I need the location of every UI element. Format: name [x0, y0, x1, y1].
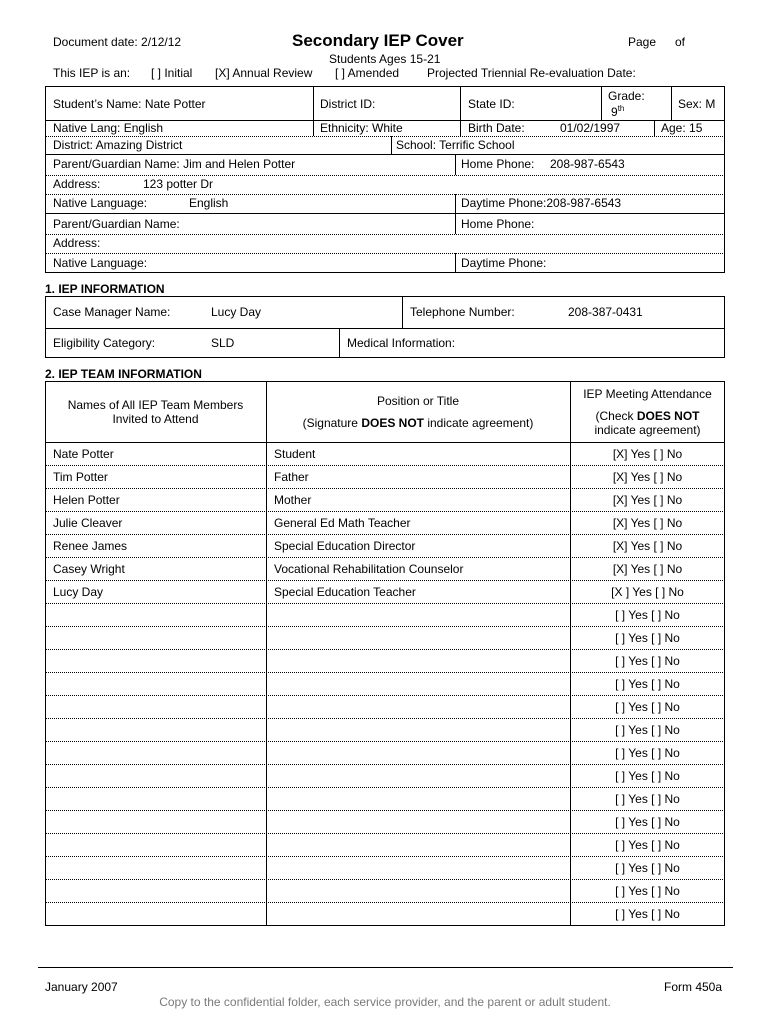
team-member-attendance-checkbox[interactable]: [X] Yes [ ] No: [612, 493, 683, 507]
team-row-divider: [45, 833, 725, 834]
district-field[interactable]: District: Amazing District: [53, 138, 183, 152]
guardian1-native-language-field[interactable]: English: [189, 196, 229, 210]
team-member-attendance-checkbox[interactable]: [ ] Yes [ ] No: [615, 861, 680, 875]
birth-date-label: Birth Date:: [468, 121, 525, 135]
birth-date-field[interactable]: 01/02/1997: [560, 121, 621, 135]
attendance-note-pre: (Check: [595, 409, 637, 423]
iep-type-initial-checkbox[interactable]: [ ] Initial: [151, 66, 193, 80]
eligibility-field[interactable]: SLD: [211, 336, 235, 350]
grade-field[interactable]: [611, 104, 624, 119]
team-row-divider: [45, 764, 725, 765]
team-row-divider: [45, 902, 725, 903]
team-row-divider: [45, 557, 725, 558]
team-col-attendance-header: [570, 387, 725, 437]
team-member-name-field[interactable]: Helen Potter: [53, 493, 120, 507]
team-member-attendance-checkbox[interactable]: [X ] Yes [ ] No: [611, 585, 684, 599]
team-member-attendance-checkbox[interactable]: [X] Yes [ ] No: [612, 539, 683, 553]
team-row-divider: [45, 787, 725, 788]
guardian1-daytime-phone-field[interactable]: Daytime Phone:208-987-6543: [461, 196, 622, 210]
team-row-divider: [45, 879, 725, 880]
iep-type-annual-checkbox[interactable]: [X] Annual Review: [215, 66, 313, 80]
team-col-names-header: [45, 398, 266, 426]
team-row-divider: [45, 649, 725, 650]
position-note-post: indicate agreement): [423, 416, 534, 430]
team-row-divider: [45, 488, 725, 489]
team-row-divider: [45, 856, 725, 857]
guardian1-address-label: Address:: [53, 177, 101, 191]
team-member-attendance-checkbox[interactable]: [X] Yes [ ] No: [612, 447, 683, 461]
iep-type-label: This IEP is an:: [53, 66, 131, 80]
team-col-position-line2: [266, 416, 570, 430]
footer-date: January 2007: [45, 980, 118, 994]
team-member-position-field[interactable]: Student: [274, 447, 316, 461]
guardian1-address-field[interactable]: 123 potter Dr: [143, 177, 214, 191]
guardian2-daytime-phone-field[interactable]: Daytime Phone:: [461, 256, 547, 270]
team-col-position-line1: Position or Title: [376, 394, 460, 408]
team-row-divider: [45, 741, 725, 742]
team-member-name-field[interactable]: Lucy Day: [53, 585, 104, 599]
grade-label: Grade:: [608, 89, 645, 103]
page-label: Page: [628, 35, 657, 49]
document-date: Document date: 2/12/12: [53, 35, 182, 49]
team-member-position-field[interactable]: Special Education Director: [274, 539, 416, 553]
form-subtitle: Students Ages 15-21: [329, 52, 441, 66]
team-row-divider: [45, 695, 725, 696]
team-member-attendance-checkbox[interactable]: [ ] Yes [ ] No: [615, 792, 680, 806]
native-lang-field[interactable]: Native Lang: English: [53, 121, 164, 135]
case-manager-field[interactable]: Lucy Day: [211, 305, 262, 319]
team-col-names-line1: Names of All IEP Team Members: [67, 398, 244, 412]
team-member-position-field[interactable]: Vocational Rehabilitation Counselor: [274, 562, 464, 576]
team-member-attendance-checkbox[interactable]: [ ] Yes [ ] No: [615, 746, 680, 760]
team-row-divider: [45, 672, 725, 673]
guardian2-name-field[interactable]: Parent/Guardian Name:: [53, 217, 180, 231]
team-member-attendance-checkbox[interactable]: [ ] Yes [ ] No: [615, 838, 680, 852]
form-title: Secondary IEP Cover: [292, 31, 464, 50]
section1-heading: 1. IEP INFORMATION: [45, 282, 165, 296]
team-col-attendance-line1: IEP Meeting Attendance: [583, 387, 712, 401]
medical-info-field[interactable]: Medical Information:: [347, 336, 456, 350]
guardian2-native-language-field[interactable]: Native Language:: [53, 256, 148, 270]
team-member-attendance-checkbox[interactable]: [ ] Yes [ ] No: [615, 723, 680, 737]
guardian2-address-field[interactable]: Address:: [53, 236, 101, 250]
guardian1-home-phone-label: Home Phone:: [461, 157, 535, 171]
team-row-divider: [45, 511, 725, 512]
team-member-attendance-checkbox[interactable]: [ ] Yes [ ] No: [615, 608, 680, 622]
case-manager-label: Case Manager Name:: [53, 305, 171, 319]
team-row-divider: [45, 718, 725, 719]
team-col-attendance-line3: indicate agreement): [594, 423, 701, 437]
guardian2-home-phone-field[interactable]: Home Phone:: [461, 217, 535, 231]
team-member-position-field[interactable]: General Ed Math Teacher: [274, 516, 411, 530]
team-member-position-field[interactable]: Special Education Teacher: [274, 585, 416, 599]
grade-value: 9: [611, 105, 618, 119]
team-row-divider: [45, 465, 725, 466]
district-id-field[interactable]: District ID:: [320, 97, 376, 111]
team-member-attendance-checkbox[interactable]: [X] Yes [ ] No: [612, 470, 683, 484]
student-name-field[interactable]: Student’s Name: Nate Potter: [53, 97, 206, 111]
attendance-note-bold: DOES NOT: [636, 409, 700, 423]
form-number: Form 450a: [664, 980, 723, 994]
team-member-attendance-checkbox[interactable]: [ ] Yes [ ] No: [615, 631, 680, 645]
team-col-attendance-line2: [570, 409, 725, 423]
team-member-attendance-checkbox[interactable]: [X] Yes [ ] No: [612, 562, 683, 576]
guardian1-name-field[interactable]: Parent/Guardian Name: Jim and Helen Potter: [53, 157, 296, 171]
team-row-divider: [45, 580, 725, 581]
team-member-name-field[interactable]: Casey Wright: [53, 562, 125, 576]
team-col-position-header: [266, 394, 570, 430]
team-member-attendance-checkbox[interactable]: [ ] Yes [ ] No: [615, 677, 680, 691]
team-row-divider: [45, 534, 725, 535]
school-field[interactable]: School: Terrific School: [396, 138, 515, 152]
telephone-field[interactable]: 208-387-0431: [568, 305, 643, 319]
team-member-attendance-checkbox[interactable]: [ ] Yes [ ] No: [615, 654, 680, 668]
eligibility-label: Eligibility Category:: [53, 336, 156, 350]
team-member-attendance-checkbox[interactable]: [X] Yes [ ] No: [612, 516, 683, 530]
team-member-attendance-checkbox[interactable]: [ ] Yes [ ] No: [615, 907, 680, 921]
team-member-name-field[interactable]: Tim Potter: [53, 470, 108, 484]
grade-suffix: th: [617, 104, 625, 113]
page-of-label: of: [675, 35, 686, 49]
team-row-divider: [45, 626, 725, 627]
team-member-attendance-checkbox[interactable]: [ ] Yes [ ] No: [615, 769, 680, 783]
team-member-attendance-checkbox[interactable]: [ ] Yes [ ] No: [615, 884, 680, 898]
team-member-name-field[interactable]: Renee James: [53, 539, 128, 553]
team-member-attendance-checkbox[interactable]: [ ] Yes [ ] No: [615, 815, 680, 829]
team-row-divider: [45, 603, 725, 604]
team-member-name-field[interactable]: Julie Cleaver: [53, 516, 123, 530]
position-note-pre: (Signature: [302, 416, 362, 430]
team-member-name-field[interactable]: Nate Potter: [53, 447, 114, 461]
triennial-date-label: Projected Triennial Re-evaluation Date:: [427, 66, 636, 80]
age-field[interactable]: Age: 15: [661, 121, 703, 135]
team-member-attendance-checkbox[interactable]: [ ] Yes [ ] No: [615, 700, 680, 714]
iep-type-amended-checkbox[interactable]: [ ] Amended: [335, 66, 400, 80]
position-note-bold: DOES NOT: [361, 416, 424, 430]
ethnicity-field[interactable]: Ethnicity: White: [320, 121, 403, 135]
team-col-names-line2: Invited to Attend: [112, 412, 199, 426]
guardian1-home-phone-field[interactable]: 208-987-6543: [550, 157, 625, 171]
section2-heading: 2. IEP TEAM INFORMATION: [45, 367, 202, 381]
sex-field[interactable]: Sex: M: [678, 97, 716, 111]
telephone-label: Telephone Number:: [410, 305, 515, 319]
footer-note: Copy to the confidential folder, each service provider, and the parent or adult student.: [159, 995, 611, 1009]
guardian1-native-language-label: Native Language:: [53, 196, 148, 210]
team-row-divider: [45, 810, 725, 811]
team-member-position-field[interactable]: Mother: [274, 493, 312, 507]
state-id-field[interactable]: State ID:: [468, 97, 515, 111]
team-member-position-field[interactable]: Father: [274, 470, 309, 484]
